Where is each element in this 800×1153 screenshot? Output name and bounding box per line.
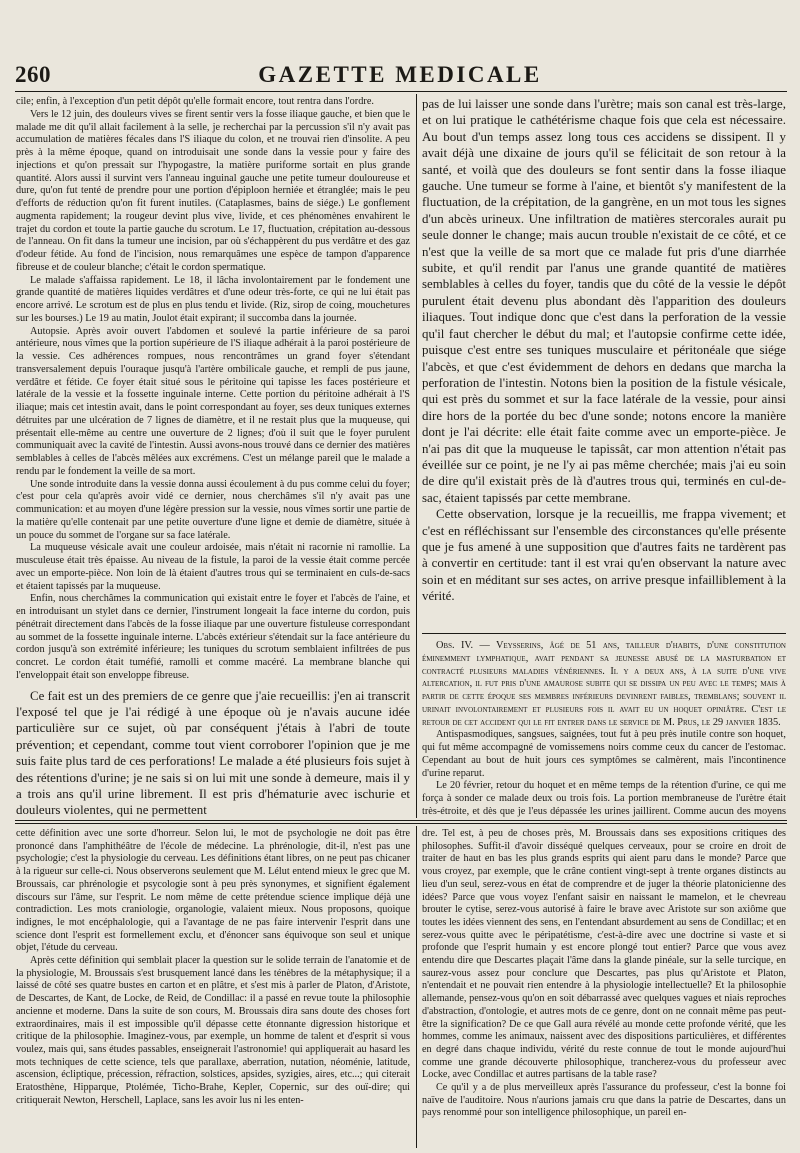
journal-title: GAZETTE MEDICALE <box>258 62 542 87</box>
header-rule <box>15 91 787 92</box>
left-column <box>16 96 410 818</box>
case-paragraph: Vers le 12 juin, des douleurs vives se firent sentir vers la fosse iliaque gauche, et bien que le malade me dit qu'il allait facilement à la selle, je recherchai par la percussion s'il n'y avait pas accumulation de matières fécales dans l'S iliaque du colon, et ne trouvai rien d'insolite. A peu près à la même époque, quand on introduisait une sonde dans la vessie pour y faire des injections et qu'on pressait sur l'hypogastre, la matière puriforme sortait en plus grande quantité. Alors aussi il survint vers l'anneau inguinal gauche une petite tumeur douloureuse et dure, qu'on fut tenté de prendre pour une portion d'épiploon herniée et étranglée; mais le peu d'efforts de réduction qu'on fit furent inutiles. (Cataplasmes, bains de siége.) Le gonflement augmenta rapidement; la rougeur devint plus vive, livide, et ces phénomènes envahirent le trajet du cordon et toute la partie gauche du scrotum. Le 17, fluctuation, crépitation au-dessous de l'anneau. On fit dans la tumeur une incision, par où s'échappèrent du pus verdâtre et des gaz d'odeur fétide. Au fond de l'incision, nous remarquâmes une espèce de tampon d'apparence fibreuse et de couleur blanche; c'était le cordon spermatique. <box>16 108 410 273</box>
page-number: 260 <box>15 62 51 87</box>
column-divider-upper <box>416 94 417 818</box>
observation-paragraph: Le 20 février, retour du hoquet et en même temps de la rétention d'urine, ce qui me força à sonder ce malade deux ou trois fois. La portion membraneuse de l'urètre était très-étroite, et dès que je l'eus dépassée les urines jaillirent. Comme aucun des moyens <box>422 780 786 817</box>
feuilleton-paragraph: dre. Tel est, à peu de choses près, M. Broussais dans ses expositions critiques des philosophes. Suffit-il d'avoir disséqué quelques cerveaux, pour se croire en droit de traiter de haut en bas les plus grands esprits qui aient paru dans le monde? Parce que vous croyez, par exemple, que le crâne contient vingt-sept à trente organes distincts au lieu d'un seul, serez-vous en état de comprendre et de juger la théorie platonicienne des idées? Parce que vous voyez l'enfant saisir en naissant le mamelon, et le chevreau brouter le cytise, serez-vous autorisé à faire le brave avec Aristote sur son axiôme que toutes les idées viennent des sens, en l'entendant absurdement au sens de Condillac; et en serez-vous quitte avec le péripatétisme, c'est-à-dire avec une doctrine si vaste et si profonde que l'esprit humain y est encore plongé tout entier? Parce que vous avez entendu dire que Descartes plaçait l'âme dans la glande pinéale, sur la selle turcique, en saurez-vous assez pour conclure que Descartes, pas plus qu'Aristote et Platon, n'entendait et ne pouvait rien entendre à la physiologie intellectuelle? Et la philosophie allemande, pensez-vous qu'on en soit débarrassé avec quelques vagues et niais reproches d'abstraction, d'ontologie, et autres mots de ce genre, dont on ne connait même pas peut-être la signification? De ce que Gall aura révélé au monde cette profonde vérité, que les hommes, comme les animaux, naissent avec des dispositions particulières, et différentes en degré dans chaque individu, vérité du reste connue de tout le monde aujourd'hui comme une grande découverte philosophique, trancherez-vous du professeur avec Locke, avec Condillac et autres partisans de la table rase? <box>422 828 786 1081</box>
feuilleton-paragraph: Après cette définition qui semblait placer la question sur le solide terrain de l'anatomie et de la physiologie, M. Broussais s'est brusquement lancé dans les ténèbres de la métaphysique; il a laissé de côté ses quatre bustes en carton et en plâtre, et s'est mis à parler de Platon, d'Aristote, de Descartes, de Kant, de Locke, de Reid, de Condillac: il a passé en revue toute la philosophie ancienne et moderne. Dans la suite de son cours, M. Broussais dira sans doute des choses fort extraordinaires, mais il est impossible qu'il dépasse cette étonnante digression historique et critique de la philosophie. Imaginez-vous, par exemple, un homme de talent et d'esprit si vous voulez, mais qui, sans études passables, enseignerait l'astronomie! qui appliquerait au hasard les mots techniques de cette science, tels que parallaxe, aberration, nutation, néoménie, latitude, ascension, écliptique, précession, réfraction, solstices, apsides, syzigies, aires, etc...; qui citerait Eratosthène, Hipparque, Ptolémée, Ticho-Brahe, Kepler, Copernic, sur des ouï-dire; qui critiquerait Newton, Herschell, Laplace, sans les avoir lus ni les enten- <box>16 955 410 1106</box>
reflection-paragraph: Ce fait est un des premiers de ce genre que j'aie recueillis: j'en ai transcrit l'exposé tel que je l'ai rédigé à une époque où je n'avais aucune idée particulière sur ce sujet, où par conséquent j'étais à l'abri de toute prévention; et cependant, comme tout vient corroborer l'opinion que je me suis faite plus tard de ces perforations! Le malade a été plusieurs fois sujet à des rétentions d'urine; je ne sais si on lui mit une sonde à demeure, mais il y a trois ans qu'il urine librement. Il est pris d'hématurie avec ischurie et douleurs violentes, qui ne permettent <box>16 688 410 818</box>
section-separator <box>15 820 787 821</box>
case-paragraph: La muqueuse vésicale avait une couleur ardoisée, mais n'était ni racornie ni ramollie. La musculeuse était très épaisse. Au niveau de la fistule, la paroi de la vessie était comme percée avec un emporte-pièce. Non loin de là étaient d'autres trous qui se terminaient en culs-de-sacs et étaient tapissés par la muqueuse. <box>16 542 410 592</box>
observation-paragraph: Antispasmodiques, sangsues, saignées, tout fut à peu près inutile contre son hoquet, qui fut même accompagné de vomissemens noirs comme ceux du cancer de l'estomac. Cependant au bout de huit jours ces symptômes se calmèrent, mais l'incontinence d'urine reparut. <box>422 729 786 779</box>
feuilleton-right <box>422 828 786 1150</box>
column-divider-lower <box>416 826 417 1148</box>
feuilleton-paragraph: cette définition avec une sorte d'horreur. Selon lui, le mot de psychologie ne doit pas être prononcé dans l'amphithéâtre de l'école de médecine. La phrénologie, dit-il, n'est pas une psychologie; c'est la physiologie du cerveau. Les définitions étant libres, on ne peut pas chicaner à la rigueur sur celle-ci. Nous observerons seulement que M. Lélut entend mieux le grec que M. Broussais, car phrénologie et psycologie sont à peu près synonymes, et signifient également discours sur l'âme, sur l'esprit. Le nom même de cette prétendue science implique déjà une contradiction. Les mots craniologie, organologie, valaient mieux. Nous proposons, quoique indignes, le mot encéphalologie, qui a l'avantage de ne pas faire intervenir l'esprit dans une science dont l'esprit est formellement exclu, et d'énoncer sans équivoque son seul et unique objet, l'étude du cerveau. <box>16 828 410 954</box>
case-report <box>16 96 410 683</box>
case-paragraph: Enfin, nous cherchâmes la communication qui existait entre le foyer et l'abcès de l'aine, et en introduisant un stylet dans ce dernier, l'instrument longeait la face interne du cordon, puis pénétrait directement dans l'abcès de la fosse iliaque par une ouverture fistuleuse correspondant au sommet de la fossette inguinale interne. L'abcès extérieur s'étendait sur la face antérieure du cordon jusqu'à son extrémité inférieure; les tuniques du scrotum semblaient infiltrées de pus concret. Le cordon était tuméfié, ramolli et comme macéré. La membrane blanche qui l'enveloppait était son enveloppe fibreuse. <box>16 593 410 681</box>
feuilleton-paragraph: Ce qu'il y a de plus merveilleux après l'assurance du professeur, c'est la bonne foi naïve de l'auditoire. Nous n'aurions jamais cru que dans la patrie de Descartes, dans un pays renommé pour son intelligence philosophique, un pareil en- <box>422 1082 786 1119</box>
commentary <box>16 688 410 819</box>
observation-rule <box>422 633 786 634</box>
continuation-paragraph: pas de lui laisser une sonde dans l'urètre; mais son canal est très-large, et on lui pratique le cathétérisme chaque fois que cela est nécessaire. Au bout d'un temps assez long tous ces accidens se dissipent. Il y avait déjà une dixaine de jours qu'il se félicitait de son retour à la santé, et voilà que des douleurs se font sentir dans la fosse iliaque gauche. Une tumeur se forme à l'aine, et bientôt s'y manifestent de la fluctuation, de la crépitation, de la gangrène, en un mot tous les signes d'un abcès urineux. Une infiltration de matières stercorales aurait pu seule donner le change; mais aucun trouble n'existait de ce côté, et ce n'est que la veille de sa mort que ce malade fut pris d'une diarrhée subite, et qu'il rendit par l'anus une grande quantité de matières semblables à celles du foyer, tandis que du côté de la vessie le dépôt purulent était devenu plus abondant dès l'apparition des douleurs iliaques. Tout indique donc que c'est dans la perforation de la vessie qu'il faut chercher le début du mal; et l'autopsie confirme cette idée, puisque c'est entre ses tuniques musculaire et péritonéale que siége l'abcès, et que c'est évidemment de dehors en dedans que marcha la perforation de l'intestin. Notons bien la position de la fistule vésicale, qui est près du sommet et sur la face latérale de la vessie, pour ainsi dire hors de la portée du bec d'une sonde; notons encore la manière dont je l'ai décrite: elle était faite comme avec un emporte-pièce. Je n'ai pas dit que la muqueuse le tapissât, car mon attention n'était pas éveillée sur ce point, je ne l'y ai pas même cherchée; mais j'ai eu soin de dire qu'il existait près de là d'autres trous qui, terminés en cul-de-sac, étaient tapissés par cette membrane. <box>422 97 786 505</box>
autopsy-paragraph: Autopsie. Après avoir ouvert l'abdomen et soulevé la partie inférieure de sa paroi antérieure, nous vîmes que la portion supérieure de l'S iliaque adhérait à la paroi postérieure de la vessie. Ces adhérences rompues, nous rencontrâmes un grand foyer s'étendant transversalement depuis l'ouraque jusqu'à l'artère ombilicale gauche, et rempli de pus jaune, verdâtre et fétide. Ce foyer était situé sous le péritoine qui tapisse les faces postérieure et latérale de la vessie et la fossette inguinale interne. Cette portion du péritoine adhérait à l'S iliaque; mais cet intestin avait, dans le point correspondant au foyer, ses deux tuniques externes détruites par une ulcération de 7 lignes de diamètre, et il ne restait plus que la muqueuse, qui présentait elle-même au centre une ouverture de 2 lignes; d'où il suit que le foyer purulent communiquait avec la cavité de l'intestin. Aussi avons-nous trouvé dans ce dernier des matières semblables à celles de l'abcès mêlées aux excrémens. C'est un mélange pareil que le malade a rendu par le fondement la veille de sa mort. <box>16 325 410 477</box>
observation-paragraph: Obs. IV. — Veysserins, âgé de 51 ans, tailleur d'habits, d'une constitution éminemment lymphatique, avait pendant sa jeunesse abusé de la masturbation et contracté plusieurs maladies vénériennes. Il y a deux ans, à la suite d'une vive altercation, il fut pris d'une amaurose subite qui se dissipa un peu avec le temps; mais à partir de cette époque ses membres inférieurs devinrent faibles, tremblans; souvent il urinait involontairement et plusieurs fois il avait eu un hoquet opiniâtre. C'est le retour de cet accident qui le fit entrer dans le service de M. Prus, le 29 janvier 1835. <box>422 640 786 728</box>
case-paragraph: cile; enfin, à l'exception d'un petit dépôt qu'elle formait encore, tout rentra dans l'ordre. <box>16 96 374 107</box>
commentary-continued <box>422 96 786 605</box>
feuilleton-left <box>16 828 410 1150</box>
observation-iv <box>422 640 786 818</box>
right-column <box>422 96 786 818</box>
case-paragraph: Une sonde introduite dans la vessie donna aussi écoulement à du pus comme celui du foyer; c'est pour cela qu'après avoir vidé ce dernier, nous cherchâmes s'il n'y avait pas une communication: et au moyen d'une légère pression sur la vessie, nous vîmes sortir une partie de la matière qu'elle contenait par une petite ouverture d'une ligne et demie de diamètre, située à un pouce du sommet de l'organe sur sa face latérale. <box>16 478 410 541</box>
continuation-paragraph: Cette observation, lorsque je la recueillis, me frappa vivement; et c'est en réfléchissant sur l'ensemble des circonstances qu'elle présente que je fus amené à une supposition que d'autres faits ne tardèrent pas à convertir en certitude: tant il est vrai qu'en observant la nature avec soin et en méditant sur ses actes, on arrive presque infailliblement à la vérité. <box>422 507 786 604</box>
case-paragraph: Le malade s'affaissa rapidement. Le 18, il lâcha involontairement par le fondement une grande quantité de matières liquides verdâtres et d'une odeur très-forte, ce qui ne lui était pas encore arrivé. Le scrotum est de plus en plus tendu et livide. (Riz, sirop de coing, mouchetures sur les bourses.) Le 19 au matin, Joulot était expirant; il succomba dans la journée. <box>16 274 410 324</box>
section-separator-double <box>15 823 787 824</box>
